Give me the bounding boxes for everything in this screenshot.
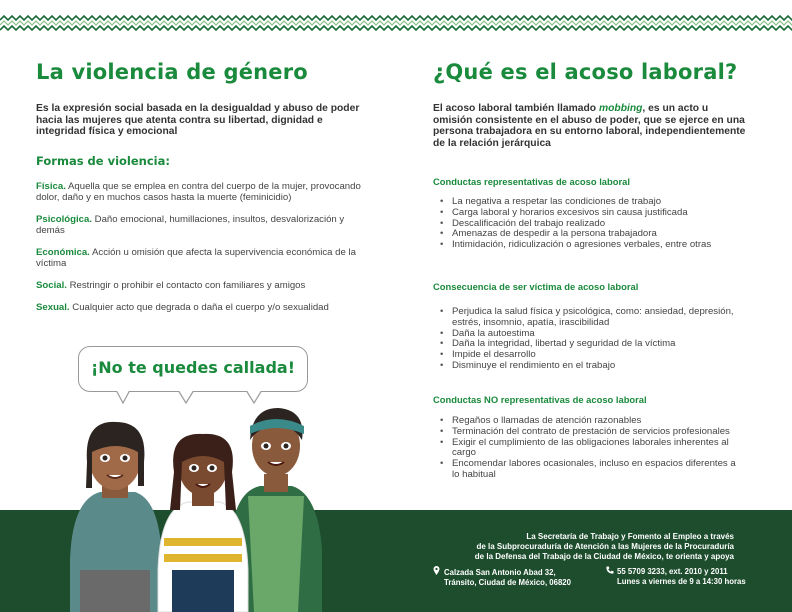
consequences-list (440, 307, 740, 372)
footer-org-line: de la Defensa del Trabajo de la Ciudad de México, te orienta y apoya (474, 552, 734, 561)
mobbing-intro-end: , es un acto u omisión consistente en el abuso de poder, que se ejerce en una persona trabajadora en su entorno laboral, independientemente de la relación jerárquica (433, 103, 746, 149)
mobbing-title: ¿Qué es el acoso laboral? (433, 60, 738, 84)
list-item: • Descalificación del trabajo realizado (440, 219, 740, 230)
form-item (36, 280, 366, 291)
forms-list (36, 181, 366, 324)
violence-intro: Es la expresión social basada en la desigualdad y abuso de poder hacia las mujeres que atenta contra su libertad, dignidad e integridad física y emocional (36, 103, 360, 138)
section-heading-consequences: Consecuencia de ser víctima de acoso laboral (433, 281, 639, 292)
zigzag-border (0, 12, 792, 36)
footer-address (433, 566, 571, 588)
list-item: • La negativa a respetar las condiciones de trabajo (440, 197, 740, 208)
form-item (36, 181, 366, 203)
section-heading-representative: Conductas representativas de acoso laboral (433, 176, 630, 187)
phone-line: 55 5709 3233, ext. 2010 y 2011 (617, 567, 728, 576)
list-item: • Encomendar labores ocasionales, incluso en espacios diferentes a lo habitual (440, 459, 740, 481)
form-item (36, 247, 366, 269)
footer-org-line: La Secretaría de Trabajo y Fomento al Empleo a través (526, 532, 734, 541)
form-name: Física. (36, 181, 66, 192)
mobbing-intro (433, 103, 748, 149)
mobbing-intro-start: El acoso laboral también llamado (433, 103, 599, 114)
form-item (36, 302, 366, 313)
list-item: • Disminuye el rendimiento en el trabajo (440, 361, 740, 372)
list-item: • Terminación del contrato de prestación de servicios profesionales (440, 427, 740, 438)
list-item: • Perjudica la salud física y psicológica, como: ansiedad, depresión, estrés, insomnio, apatía, irascibilidad (440, 307, 740, 329)
mobbing-term: mobbing (598, 103, 643, 114)
woman-left-figure (70, 422, 162, 612)
form-name: Económica. (36, 247, 90, 258)
form-text: Aquella que se emplea en contra del cuerpo de la mujer, provocando dolor, daño y en muchos casos hasta la muerte (feminicidio) (36, 181, 361, 203)
women-illustration (60, 400, 340, 612)
list-item: • Regaños o llamadas de atención razonables (440, 416, 740, 427)
woman-middle-figure (158, 434, 248, 612)
section-heading-not-representative: Conductas NO representativas de acoso laboral (433, 394, 647, 405)
form-name: Psicológica. (36, 214, 92, 225)
list-item: • Exigir el cumplimiento de las obligaciones laborales inherentes al cargo (440, 438, 740, 460)
list-item: • Impide el desarrollo (440, 350, 740, 361)
list-item: • Carga laboral y horarios excesivos sin causa justificada (440, 208, 740, 219)
form-text: Acción u omisión que afecta la supervivencia económica de la víctima (36, 247, 356, 269)
representative-list (440, 197, 740, 251)
list-item: • Daña la integridad, libertad y seguridad de la víctima (440, 339, 740, 350)
address-line: Calzada San Antonio Abad 32, (444, 568, 556, 577)
form-item (36, 214, 366, 236)
form-text: Cualquier acto que degrada o daña el cuerpo y/o sexualidad (72, 302, 329, 313)
location-pin-icon (433, 566, 444, 578)
footer-org-line: de la Subprocuraduría de Atención a las Mujeres de la Procuraduría (476, 542, 734, 551)
violence-title: La violencia de género (36, 60, 308, 84)
form-text: Daño emocional, humillaciones, insultos, desvalorización y demás (36, 214, 345, 236)
hours-line: Lunes a viernes de 9 a 14:30 horas (617, 577, 746, 586)
list-item: • Amenazas de despedir a la persona trabajadora (440, 229, 740, 240)
forms-heading: Formas de violencia: (36, 154, 170, 168)
not-representative-list (440, 416, 740, 481)
form-text: Restringir o prohibir el contacto con familiares y amigos (69, 280, 306, 291)
footer-organization (430, 532, 734, 562)
phone-icon (606, 566, 617, 577)
list-item: • Intimidación, ridiculización o agresiones verbales, entre otras (440, 240, 740, 251)
form-name: Sexual. (36, 302, 70, 313)
address-line: Tránsito, Ciudad de México, 06820 (444, 578, 571, 587)
form-name: Social. (36, 280, 67, 291)
speech-bubble-text: ¡No te quedes callada! (90, 358, 295, 377)
list-item: • Daña la autoestima (440, 329, 740, 340)
footer-phone (606, 566, 746, 587)
